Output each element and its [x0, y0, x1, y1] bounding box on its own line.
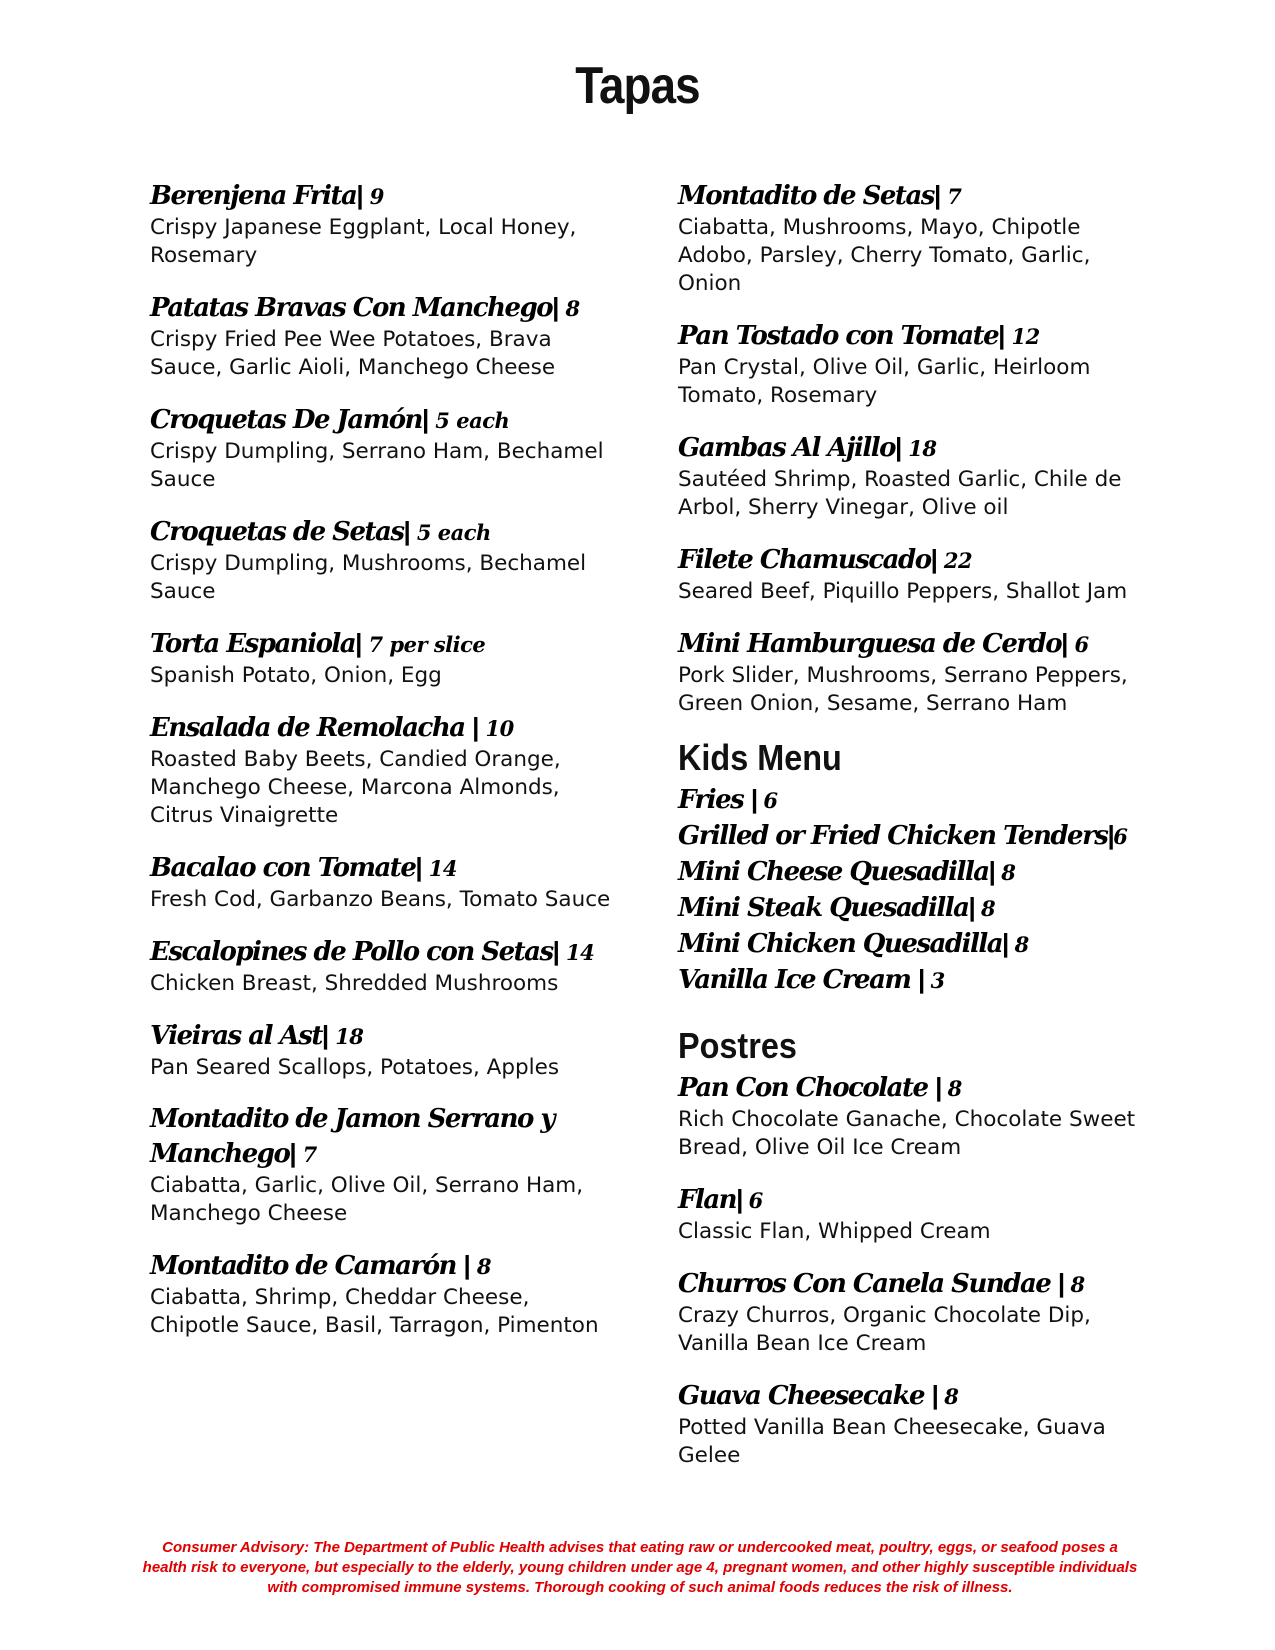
- price-separator: |: [552, 936, 559, 966]
- menu-item-description: Classic Flan, Whipped Cream: [678, 1219, 991, 1244]
- menu-item-description: Ciabatta, Garlic, Olive Oil, Serrano Ham, Manchego Cheese: [150, 1173, 584, 1226]
- menu-item-name: Churros Con Canela Sundae: [678, 1269, 1058, 1299]
- menu-item-title: [678, 1266, 1158, 1302]
- menu-item-price: 10: [485, 716, 514, 741]
- menu-item-title: [150, 1018, 620, 1054]
- menu-item: [678, 178, 1158, 298]
- tapas-right-column: [678, 178, 1158, 1490]
- menu-item-price: 14: [428, 856, 457, 881]
- menu-item: [678, 430, 1158, 522]
- menu-item-description: Crazy Churros, Organic Chocolate Dip, Vanilla Bean Ice Cream: [678, 1303, 1091, 1356]
- menu-item-title: [150, 178, 620, 214]
- kids-item-name: Vanilla Ice Cream: [678, 965, 918, 995]
- menu-item-title: [678, 1070, 1158, 1106]
- menu-item-price: 8: [1063, 1272, 1085, 1297]
- kids-item-price: 8: [974, 896, 996, 921]
- kids-item: [678, 782, 1158, 818]
- consumer-advisory: Consumer Advisory: The Department of Public Health advises that eating raw or undercooked meat, poultry, eggs, or seafood poses a health risk to everyone, but especially to the elderly, young children under age 4, pregnant women, and other highly susceptible individuals with compromised immune systems. Thorough cooking of such animal foods reduces the risk of illness.: [142, 1539, 1138, 1596]
- menu-item-price: 9: [369, 184, 384, 209]
- kids-item: [678, 890, 1158, 926]
- menu-item-price: 14: [565, 940, 595, 965]
- menu-item-title: [150, 402, 620, 438]
- price-separator: |: [918, 964, 924, 994]
- menu-item-price: 7: [947, 184, 962, 209]
- menu-item-price: 7: [302, 1142, 317, 1167]
- menu-item-name: Escalopines de Pollo con Setas: [150, 937, 553, 967]
- menu-item-description: Pan Seared Scallops, Potatoes, Apples: [150, 1055, 560, 1080]
- menu-item: [150, 402, 620, 494]
- menu-item-description: Pan Crystal, Olive Oil, Garlic, Heirloom Tomato, Rosemary: [678, 355, 1091, 408]
- price-separator: |: [356, 180, 363, 210]
- menu-item: [150, 178, 620, 270]
- menu-item-title: [678, 1378, 1158, 1414]
- kids-item-price: 8: [1007, 932, 1029, 957]
- menu-item-name: Flan: [678, 1185, 737, 1215]
- menu-item-price: 7 per slice: [368, 632, 486, 657]
- kids-item: [678, 926, 1158, 962]
- kids-item-name: Fries: [678, 785, 751, 815]
- price-separator: |: [421, 404, 428, 434]
- menu-item-price: 6: [1074, 632, 1089, 657]
- price-separator: |: [1107, 820, 1114, 850]
- price-separator: |: [894, 432, 901, 462]
- menu-item-title: [150, 1248, 620, 1284]
- menu-item-price: 12: [1011, 324, 1040, 349]
- menu-item-description: Crispy Fried Pee Wee Potatoes, Brava Sauce, Garlic Aioli, Manchego Cheese: [150, 327, 556, 380]
- menu-item: [150, 514, 620, 606]
- menu-item: [150, 934, 620, 998]
- price-separator: |: [930, 544, 937, 574]
- menu-item: [678, 1378, 1158, 1470]
- menu-item-title: [678, 1182, 1158, 1218]
- menu-item: [150, 1248, 620, 1340]
- menu-item-name: Torta Espaniola: [150, 629, 356, 659]
- kids-item-name: Mini Chicken Quesadilla: [678, 929, 1003, 959]
- price-separator: |: [403, 516, 410, 546]
- menu-item: [678, 1182, 1158, 1246]
- page-title: Tapas: [575, 57, 700, 115]
- menu-item-price: 8: [937, 1384, 959, 1409]
- menu-item-name: Berenjena Frita: [150, 181, 357, 211]
- menu-item: [678, 542, 1158, 606]
- price-separator: |: [750, 784, 757, 814]
- menu-item-description: Seared Beef, Piquillo Peppers, Shallot Jam: [678, 579, 1128, 604]
- menu-item-name: Gambas Al Ajillo: [678, 433, 895, 463]
- menu-item-price: 8: [565, 296, 580, 321]
- menu-item: [150, 850, 620, 914]
- price-separator: |: [931, 1380, 938, 1410]
- menu-item-price: 5 each: [435, 408, 510, 433]
- menu-item-price: 22: [943, 548, 973, 573]
- menu-item-title: [150, 1102, 620, 1172]
- menu-item-name: Montadito de Camarón: [150, 1251, 464, 1281]
- kids-menu-list: [678, 782, 1158, 998]
- menu-item-name: Montadito de Jamon Serrano y Manchego: [150, 1104, 555, 1169]
- menu-item-name: Vieiras al Ast: [150, 1021, 322, 1051]
- price-separator: |: [472, 712, 478, 742]
- menu-item-name: Mini Hamburguesa de Cerdo: [678, 629, 1062, 659]
- menu-item-title: [678, 178, 1158, 214]
- menu-item-title: [150, 850, 620, 886]
- menu-item-name: Ensalada de Remolacha: [150, 713, 473, 743]
- menu-item-description: Ciabatta, Shrimp, Cheddar Cheese, Chipotle Sauce, Basil, Tarragon, Pimenton: [150, 1285, 599, 1338]
- menu-item-price: 8: [940, 1076, 962, 1101]
- menu-item-title: [150, 290, 620, 326]
- menu-item: [678, 1070, 1158, 1162]
- menu-item-description: Spanish Potato, Onion, Egg: [150, 663, 442, 688]
- menu-item-description: Roasted Baby Beets, Candied Orange, Manchego Cheese, Marcona Almonds, Citrus Vinaigrette: [150, 747, 561, 828]
- menu-item-name: Montadito de Setas: [678, 181, 934, 211]
- menu-item-description: Pork Slider, Mushrooms, Serrano Peppers, Green Onion, Sesame, Serrano Ham: [678, 663, 1128, 716]
- price-separator: |: [968, 892, 975, 922]
- menu-item-name: Pan Tostado con Tomate: [678, 321, 999, 351]
- price-separator: |: [415, 852, 422, 882]
- menu-item-price: 18: [908, 436, 937, 461]
- menu-item-description: Ciabatta, Mushrooms, Mayo, Chipotle Adobo, Parsley, Cherry Tomato, Garlic, Onion: [678, 215, 1091, 296]
- price-separator: |: [935, 1072, 941, 1102]
- menu-item-price: 18: [335, 1024, 364, 1049]
- kids-item-name: Mini Steak Quesadilla: [678, 893, 969, 923]
- menu-item-title: [150, 514, 620, 550]
- menu-item-price: 5 each: [416, 520, 491, 545]
- tapas-left-column: [150, 178, 620, 1360]
- menu-item-name: Croquetas de Setas: [150, 517, 404, 547]
- price-separator: |: [289, 1138, 296, 1168]
- kids-item-price: 8: [994, 860, 1016, 885]
- menu-item-title: [150, 626, 620, 662]
- menu-item-description: Crispy Dumpling, Mushrooms, Bechamel Sauce: [150, 551, 587, 604]
- menu-item-name: Bacalao con Tomate: [150, 853, 416, 883]
- price-separator: |: [321, 1020, 328, 1050]
- kids-item-name: Grilled or Fried Chicken Tenders: [678, 821, 1108, 851]
- price-separator: |: [1002, 928, 1008, 958]
- price-separator: |: [998, 320, 1004, 350]
- menu-item: [678, 318, 1158, 410]
- price-separator: |: [1057, 1268, 1064, 1298]
- price-separator: |: [736, 1184, 742, 1214]
- menu-item-description: Rich Chocolate Ganache, Chocolate Sweet Bread, Olive Oil Ice Cream: [678, 1107, 1136, 1160]
- kids-item-price: 3: [923, 968, 945, 993]
- menu-item-name: Filete Chamuscado: [678, 545, 931, 575]
- menu-item-name: Croquetas De Jamón: [150, 405, 422, 435]
- menu-item: [150, 710, 620, 830]
- price-separator: |: [988, 856, 995, 886]
- kids-item-price: 6: [756, 788, 778, 813]
- price-separator: |: [933, 180, 940, 210]
- menu-item-title: [150, 710, 620, 746]
- menu-item-price: 6: [741, 1188, 763, 1213]
- menu-item-description: Crispy Dumpling, Serrano Ham, Bechamel Sauce: [150, 439, 604, 492]
- menu-item: [678, 626, 1158, 718]
- menu-item-description: Sautéed Shrimp, Roasted Garlic, Chile de Arbol, Sherry Vinegar, Olive oil: [678, 467, 1122, 520]
- menu-item-title: [678, 318, 1158, 354]
- kids-menu-heading: Kids Menu: [678, 737, 842, 778]
- menu-item-price: 8: [476, 1254, 491, 1279]
- kids-item-name: Mini Cheese Quesadilla: [678, 857, 989, 887]
- menu-item-description: Potted Vanilla Bean Cheesecake, Guava Gelee: [678, 1415, 1106, 1468]
- menu-item-description: Crispy Japanese Eggplant, Local Honey, Rosemary: [150, 215, 577, 268]
- kids-item: [678, 818, 1158, 854]
- menu-item-description: Chicken Breast, Shredded Mushrooms: [150, 971, 559, 996]
- menu-item: [150, 290, 620, 382]
- price-separator: |: [552, 292, 558, 322]
- menu-item-description: Fresh Cod, Garbanzo Beans, Tomato Sauce: [150, 887, 611, 912]
- menu-item: [150, 1102, 620, 1228]
- postres-heading: Postres: [678, 1025, 797, 1066]
- price-separator: |: [1061, 628, 1067, 658]
- menu-item: [150, 1018, 620, 1082]
- kids-item: [678, 962, 1158, 998]
- menu-item-title: [678, 626, 1158, 662]
- menu-item-title: [678, 430, 1158, 466]
- kids-item: [678, 854, 1158, 890]
- menu-item-name: Pan Con Chocolate: [678, 1073, 936, 1103]
- menu-item: [150, 626, 620, 690]
- menu-item: [678, 1266, 1158, 1358]
- kids-item-price: 6: [1113, 824, 1128, 849]
- price-separator: |: [463, 1250, 470, 1280]
- price-separator: |: [355, 628, 361, 658]
- menu-item-title: [150, 934, 620, 970]
- menu-item-title: [678, 542, 1158, 578]
- menu-item-name: Guava Cheesecake: [678, 1381, 932, 1411]
- menu-item-name: Patatas Bravas Con Manchego: [150, 293, 553, 323]
